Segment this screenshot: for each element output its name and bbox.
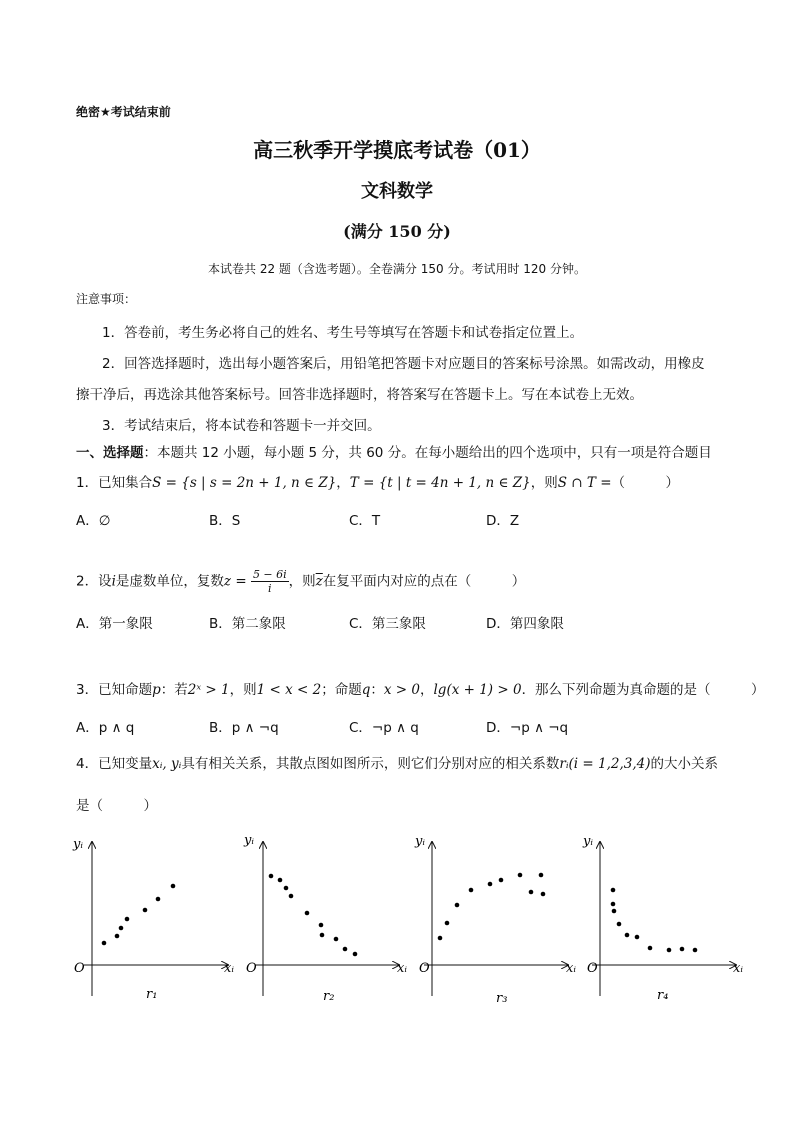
q3-option-d: D．¬p ∧ ¬q: [486, 720, 569, 736]
fraction: $\frac{5 - 6i}{i}$: [252, 568, 287, 595]
note-1: 1．答卷前，考生务必将自己的姓名、考生号等填写在答题卡和试卷指定位置上。: [102, 325, 584, 341]
exam-intro: 本试卷共 22 题（含选考题）。全卷满分 150 分。考试用时 120 分钟。: [208, 262, 586, 276]
scatter-plot-r1: [72, 837, 234, 1002]
data-point: [320, 933, 325, 938]
data-point: [625, 933, 630, 938]
data-point: [529, 890, 534, 895]
q3-option-a: A．p ∧ q: [76, 720, 135, 736]
data-point: [269, 874, 274, 879]
x-axis-label: xᵢ: [733, 961, 743, 976]
question-4: 4．已知变量xᵢ, yᵢ具有相关关系，其散点图如图所示，则它们分别对应的相关系数rᵢ(i = 1,2,3,4)的大小关系: [76, 756, 719, 772]
data-point: [125, 917, 130, 922]
data-point: [488, 882, 493, 887]
caption-r4: r₄: [657, 988, 669, 1003]
data-point: [119, 926, 124, 931]
data-point: [617, 922, 622, 927]
data-point: [455, 903, 460, 908]
origin-label: O: [74, 961, 85, 976]
q2-option-b: B．第二象限: [209, 616, 286, 632]
question-3: 3．已知命题p：若2ˣ > 1，则1 < x < 2；命题q：x > 0，lg(x + 1) > 0．那么下列命题为真命题的是（ ）: [76, 682, 765, 698]
data-point: [284, 886, 289, 891]
scatter-plot-r4: [582, 834, 743, 1003]
q2-option-d: D．第四象限: [486, 616, 564, 632]
caption-r3: r₃: [496, 991, 508, 1006]
caption-r1: r₁: [146, 987, 158, 1002]
question-4-line2: 是（ ）: [76, 798, 157, 814]
x-axis-label: xᵢ: [224, 961, 234, 976]
data-point: [305, 911, 310, 916]
data-point: [541, 892, 546, 897]
data-point: [334, 937, 339, 942]
data-point: [693, 948, 698, 953]
q1-option-b: B．S: [209, 513, 241, 529]
section-heading: 一、选择题：本题共 12 小题，每小题 5 分，共 60 分。在每小题给出的四个选项中，只有一项是符合题目: [76, 445, 712, 461]
data-point: [143, 908, 148, 913]
origin-label: O: [587, 961, 598, 976]
data-point: [611, 902, 616, 907]
data-point: [611, 888, 616, 893]
y-axis-label: yᵢ: [415, 834, 425, 849]
x-axis-label: xᵢ: [397, 961, 407, 976]
origin-label: O: [246, 961, 257, 976]
data-point: [469, 888, 474, 893]
data-point: [667, 948, 672, 953]
secret-label: 绝密★考试结束前: [76, 105, 171, 119]
data-point: [343, 947, 348, 952]
q1-option-c: C．T: [349, 513, 381, 529]
note-2-cont: 擦干净后，再选涂其他答案标号。回答非选择题时，将答案写在答题卡上。写在本试卷上无效。: [76, 387, 643, 403]
data-point: [648, 946, 653, 951]
data-point: [680, 947, 685, 952]
q2-option-c: C．第三象限: [349, 616, 426, 632]
y-axis-label: yᵢ: [244, 833, 254, 848]
q3-option-b: B．p ∧ ¬q: [209, 720, 279, 736]
data-point: [115, 934, 120, 939]
scatter-plot-r2: [243, 833, 407, 1004]
data-point: [539, 873, 544, 878]
data-point: [319, 923, 324, 928]
data-point: [353, 952, 358, 957]
q1-option-a: A．∅: [76, 513, 111, 529]
x-axis-label: xᵢ: [566, 961, 576, 976]
scatter-plot-r3: [414, 834, 576, 1006]
caption-r2: r₂: [323, 989, 335, 1004]
scatter-plots-figure: [0, 820, 794, 1020]
data-point: [612, 909, 617, 914]
q3-option-c: C．¬p ∧ q: [349, 720, 419, 736]
data-point: [102, 941, 107, 946]
question-2: 2．设i是虚数单位，复数z = $\frac{5 - 6i}{i}$ ，则$\overline{z}$在复平面内对应的点在（ ）: [76, 568, 526, 595]
data-point: [518, 873, 523, 878]
data-point: [156, 897, 161, 902]
question-1: 1．已知集合S = {s | s = 2n + 1, n ∈ Z}，T = {t | t = 4n + 1, n ∈ Z}，则S ∩ T =（ ）: [76, 475, 679, 491]
note-2: 2．回答选择题时，选出每小题答案后，用铅笔把答题卡对应题目的答案标号涂黑。如需改动，用橡皮: [102, 356, 705, 372]
origin-label: O: [419, 961, 430, 976]
full-score: (满分 150 分): [343, 222, 451, 241]
q2-option-a: A．第一象限: [76, 616, 153, 632]
data-point: [499, 878, 504, 883]
exam-subtitle: 文科数学: [361, 181, 433, 202]
data-point: [289, 894, 294, 899]
data-point: [278, 878, 283, 883]
data-point: [445, 921, 450, 926]
exam-title: 高三秋季开学摸底考试卷（01）: [253, 138, 541, 162]
y-axis-label: yᵢ: [73, 837, 83, 852]
note-3: 3．考试结束后，将本试卷和答题卡一并交回。: [102, 418, 381, 434]
data-point: [171, 884, 176, 889]
y-axis-label: yᵢ: [583, 834, 593, 849]
notes-heading: 注意事项：: [76, 292, 137, 306]
q1-option-d: D．Z: [486, 513, 520, 529]
data-point: [438, 936, 443, 941]
data-point: [635, 935, 640, 940]
